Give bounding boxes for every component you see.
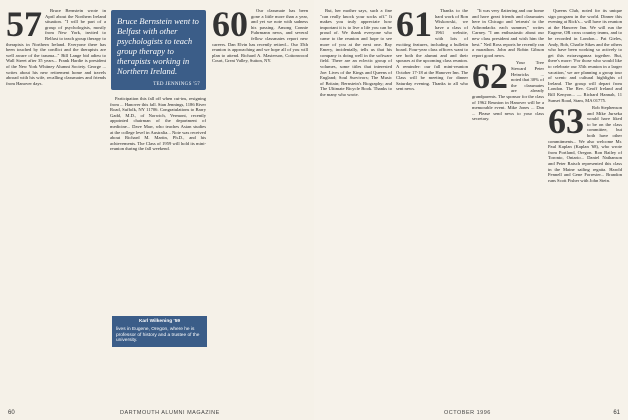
column-1962 [472, 8, 544, 124]
class-notes-text: But, her mother says, such a fine "can really knock your socks off." It makes you truly appreciate how important it is to live a life you can be proud of. We thank everyone who came to the reunion and hope to see more of you at the next one. Ray Emery, incidentally, tells us that his company is doing well in the software field. There are an eclectic group of volumes, some titles that interested Joe: Lives of the Kings and Queens of England; Soul Survivors; The Music of Britain; Bernstein's Biography; and The Ultimate Bicycle Book. Thanks to the many who wrote. [320, 8, 392, 97]
column-1961 [396, 8, 468, 94]
pull-quote [111, 10, 206, 90]
issue-date: OCTOBER 1996 [444, 410, 491, 416]
column-1960 [212, 8, 308, 66]
class-notes-text: Bruce Bernstein wrote in April about the Northern Ireland situation. "I will be part of a group of psychologists, mostly from New York, invited to Belfast to teach group therapy to therapists in Northern Ireland. Everyone there has been touched by the conflict and the therapists are well aware of the trauma..." Bill Lange bid adieu to Wall Street after 35 years... Frank Hardie is president of the New York Whitney Alumni Society. George ... writes about his new retirement home and travels abroad with his wife, recalling classmates and friends from Hanover days. [6, 8, 106, 86]
class-notes-text: Your Tree Steward Peter Heinricks ... noted that 30% of the classmates are already grandparents. The sponsor for the class of 1962 Reunion in Hanover will be a memorable event. Mike Jones ... Dan ... Please send news to your class secretary. [472, 60, 544, 122]
class-notes-text: Our classmate has been gone a little more than a year, and yet we note with sadness his passing. Among Connie Fuhrmann news, and several fellow classmates report new careers. Dan Elvin has recently retired... Our 35th reunion is approaching and we hope all of you will plan to attend. Richard A. Masterson, Cottonwood Court, Great Valley, Sutton, NY. [212, 8, 308, 64]
column-1960-cont [320, 8, 392, 100]
highlight-title: Karl Wilkening '59 [138, 319, 181, 324]
class-year-57: 57 [6, 8, 42, 44]
class-year-61: 61 [396, 8, 432, 44]
highlight-box [112, 316, 207, 347]
column-1957 [6, 8, 106, 88]
class-notes-text: "It was very flattering and our home and have great friends and classmates here in Chicago and 'retreats' to the Adirondacks each summer," writes Carney. "I am enthusiastic about our new class president and wish him the best." Neil Ross reports he recently ran a marathon. John and Robin Gibson report good news. [472, 8, 544, 58]
page-number: 60 [8, 410, 15, 416]
pull-quote-text: Bruce Bernstein went to Belfast with other psychologists to teach group therapy to therapists working in Northern Ireland. [117, 16, 199, 76]
right-page [314, 0, 628, 420]
highlight-text: lives in Eugene, Oregon, where he is professor of history and a trustee of the university. [116, 326, 200, 344]
column-1959 [110, 96, 206, 314]
page-number: 61 [613, 410, 620, 416]
class-notes-text: Queens Club, noted for its unique sign program in the world. Dinner this evening at Rick's... will have its reunion at the Hanover Inn. We will run the Eugene, OR cross country teams, and to be recorded in London... Pat Gieles, Andy, Bob, Charlie Sikes and the others who have been working so actively to get this extravaganza together. But, there's more: 'For those who would like to celebrate our 35th reunion in a larger vacation,' we are planning a group tour of scenic and cultural highlights of Ireland. The group will depart from London. The Rev. Geoff Ireland and Bill Kenyon... — Richard Hannah, 11 Sunset Road, Stam, MA 01775. [548, 8, 622, 103]
column-1963 [548, 8, 622, 185]
pull-quote-attribution: TED JENNINGS '57 [153, 82, 200, 87]
class-notes-text: Rob Stephenson and Mike Jurseka would have liked to be on the class committee, but both have other commitments... We also welcome Mr. Paul Kaplan (Kaplan '68), who wrote from Portland, Oregon. Ron Bailey of Toronto, Ontario... Daniel Nathanson and Peter Raisch represented this class in the Maine sailing regatta. Harold Fennell and Gene Forrester... Brandon runs Scott Fisher with John Stein. [548, 105, 622, 183]
journal-title: DARTMOUTH ALUMNI MAGAZINE [120, 410, 220, 416]
class-year-63: 63 [548, 101, 584, 142]
class-notes-text: Participation this fall off when cut-ins, resigning from ... Hanover this fall. Stan Jennings, 1186 River Road, Suffolk, NY 11706. Congratulations to Barry Gadd, M.D., of Norwich, Vermont, recently appointed chairman of the department of medicine... Dave Marr, who teaches Asian studies at the college level in Australia... Note was received about Richard M. Martin, Ph.D., and his achievements. The Class of 1959 will hold its mini-reunion during the fall weekend. [110, 96, 206, 152]
class-year-62: 62 [472, 56, 508, 97]
class-notes-text: Thanks to the hard work of Ron Wiskowski, we have a class of 1961 website, with lots of exciting features, including a bulletin board. Four-year class officers want to see both the alumni and and their spouses at the upcoming class reunion. A reminder: our fall mini-reunion October 17-18 at the Hanover Inn. The Class will be meeting for dinner Saturday evening. Thanks to all who sent news. [396, 8, 468, 92]
class-year-60: 60 [212, 8, 248, 44]
